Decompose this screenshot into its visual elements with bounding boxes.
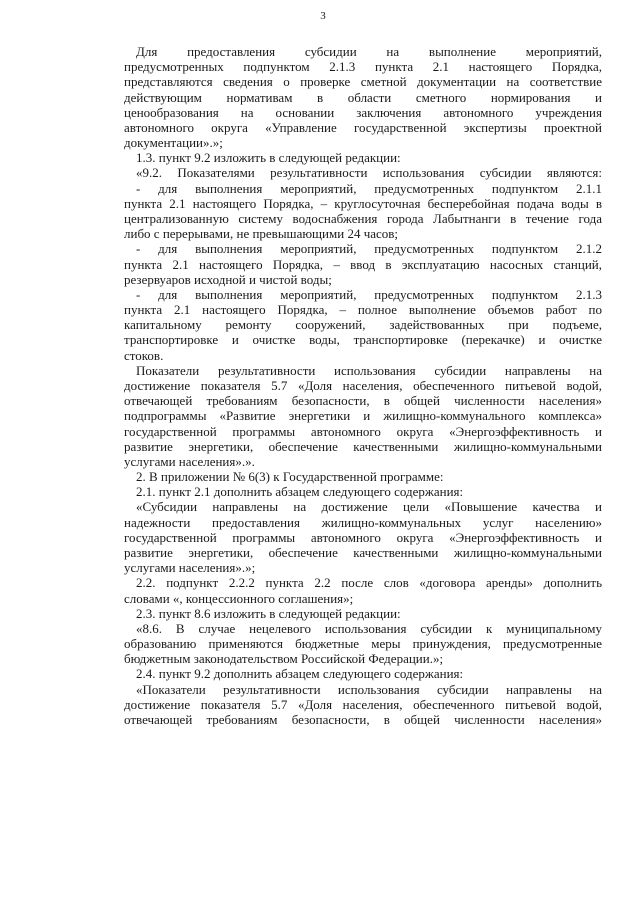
text-line: стоков. — [124, 347, 164, 363]
text-line: 2.1. пункт 2.1 дополнить абзацем следующего содержания: — [136, 484, 464, 500]
text-line: автономного округа «Управление государственной экспертизы проектной — [124, 119, 602, 135]
text-line: словами «, концессионного соглашения»; — [124, 590, 354, 606]
text-line: предусмотренных подпунктом 2.1.3 пункта 2.1 настоящего Порядка, — [124, 59, 602, 75]
text-line: - для выполнения мероприятий, предусмотренных подпунктом 2.1.1 — [136, 180, 602, 196]
text-line: капитальному ремонту сооружений, задействованных при подъеме, — [124, 317, 602, 333]
text-line: услугами населения».». — [124, 453, 255, 469]
text-line: представляются сведения о проверке сметной документации на соответствие — [124, 74, 602, 90]
text-line: 2.4. пункт 9.2 дополнить абзацем следующего содержания: — [136, 666, 464, 682]
text-line: 1.3. пункт 9.2 изложить в следующей редакции: — [136, 150, 401, 166]
text-line: ценообразования на основании заключения автономного учреждения — [124, 104, 602, 120]
text-line: бюджетным законодательством Российской Федерации.»; — [124, 651, 444, 667]
text-line: услугами населения».»; — [124, 560, 256, 576]
text-line: «Субсидии направлены на достижение цели «Повышение качества и — [136, 499, 602, 515]
text-line: «8.6. В случае нецелевого использования субсидии к муниципальному — [136, 620, 602, 636]
text-line: государственной программы автономного округа «Энергоэффективность и — [124, 529, 602, 545]
text-line: достижение показателя 5.7 «Доля населения, обеспеченного питьевой водой, — [124, 378, 602, 393]
text-line: Показатели результативности использования субсидии направлены на — [136, 362, 602, 378]
text-line: пункта 2.1 настоящего Порядка, – круглосуточная бесперебойная подача воды в — [124, 195, 602, 211]
page-number: 3 — [320, 10, 326, 22]
text-line: развитие энергетики, обеспечение качественными жилищно-коммунальными — [124, 438, 602, 454]
text-line: государственной программы автономного округа «Энергоэффективность и — [124, 423, 602, 439]
text-line: отвечающей требованиям безопасности, в общей численности населения» — [124, 711, 602, 727]
text-line: надежности предоставления жилищно-коммунальных услуг населению» — [124, 514, 602, 530]
text-line: 2.2. подпункт 2.2.2 пункта 2.2 после слов «договора аренды» дополнить — [136, 575, 602, 591]
text-line: централизованную систему водоснабжения города Лабытнанги в течение года — [124, 211, 602, 226]
text-line: либо с перерывами, не превышающими 24 часов; — [124, 226, 399, 242]
text-line: 2. В приложении № 6(3) к Государственной программе: — [136, 469, 444, 484]
text-line: Для предоставления субсидии на выполнение мероприятий, — [136, 44, 602, 59]
text-line: «Показатели результативности использования субсидии направлены на — [136, 681, 602, 697]
text-line: действующим нормативам в области сметного нормирования и — [124, 89, 602, 105]
text-line: резервуаров исходной и чистой воды; — [124, 271, 332, 287]
text-line: образованию применяются бюджетные меры принуждения, предусмотренные — [124, 636, 602, 651]
text-line: подпрограммы «Развитие энергетики и жилищно-коммунального комплекса» — [124, 408, 602, 424]
text-line: документации».»; — [124, 135, 223, 151]
text-line: пункта 2.1 настоящего Порядка, – ввод в эксплуатацию насосных станций, — [124, 256, 602, 272]
text-line: - для выполнения мероприятий, предусмотренных подпунктом 2.1.3 — [136, 286, 602, 302]
text-line: - для выполнения мероприятий, предусмотренных подпунктом 2.1.2 — [136, 241, 602, 257]
text-line: отвечающей требованиям безопасности, в общей численности населения» — [124, 393, 602, 409]
text-line: транспортировке и очистке воды, транспортировке (перекачке) и очистке — [124, 332, 602, 348]
text-line: 2.3. пункт 8.6 изложить в следующей редакции: — [136, 605, 401, 621]
text-line: пункта 2.1 настоящего Порядка, – полное выполнение объемов работ по — [124, 302, 602, 318]
text-line: развитие энергетики, обеспечение качественными жилищно-коммунальными — [124, 544, 602, 560]
text-line: достижение показателя 5.7 «Доля населения, обеспеченного питьевой водой, — [124, 696, 602, 712]
text-line: «9.2. Показателями результативности использования субсидии являются: — [136, 165, 602, 181]
